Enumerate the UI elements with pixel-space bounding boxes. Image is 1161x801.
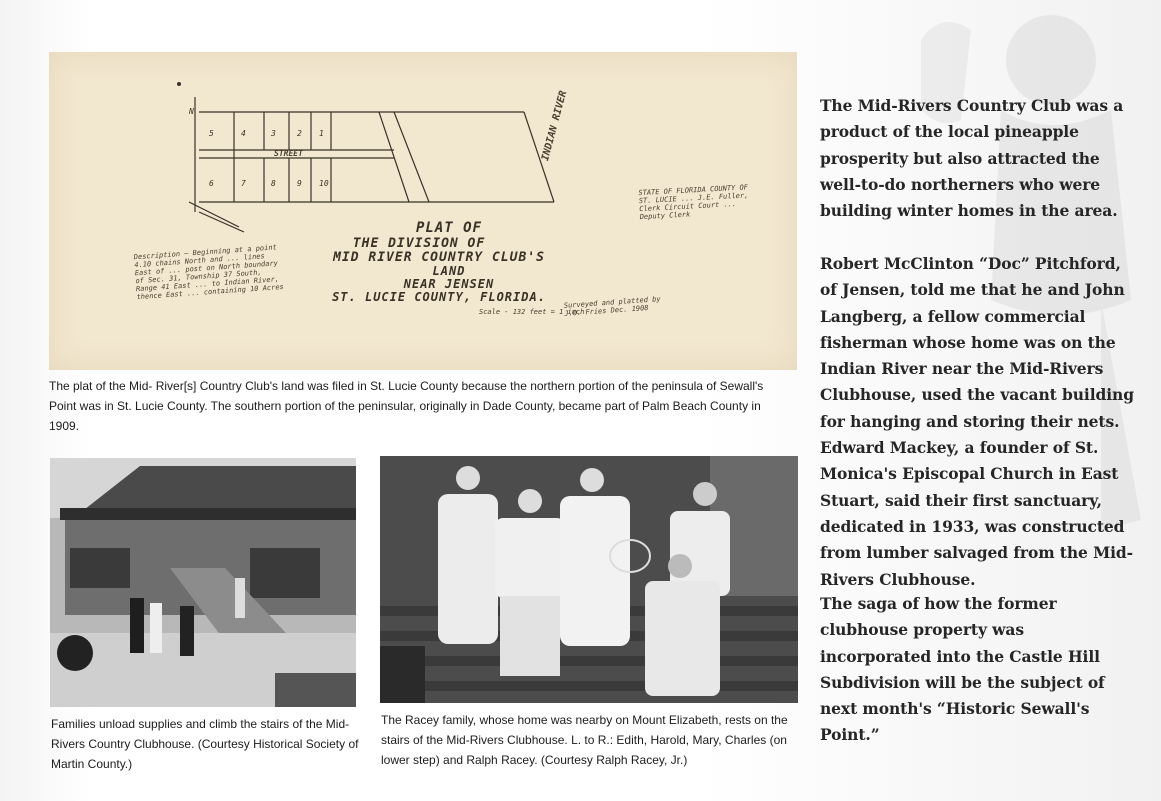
racey-family-photo xyxy=(380,456,798,703)
plat-title-line-2: THE DIVISION OF xyxy=(352,236,486,251)
svg-text:8: 8 xyxy=(271,179,276,188)
svg-text:2: 2 xyxy=(297,129,302,138)
svg-text:5: 5 xyxy=(209,129,214,138)
racey-family-photo-caption: The Racey family, whose home was nearby on Mount Elizabeth, rests on the stairs of the Mid-Rivers Clubhouse. L. to R.: Edith, Harold, Mary, Charles (on lower step) and Ralph Racey. (Courtesy Ralph Racey, Jr.) xyxy=(381,713,788,767)
body-paragraph-2: Robert McClinton “Doc” Pitchford, of Jensen, told me that he and John Langberg, a fellow commercial fisherman whose home was on the Indian River near the Mid-Rivers Clubhouse, used the vacant building for hanging and storing their nets. Edward Mackey, a founder of St. Monica's Episcopal Church in East Stuart, said their first sanctuary, dedicated in 1933, was constructed from lumber salvaged from the Mid-Rivers Clubhouse. xyxy=(820,254,1134,589)
clubhouse-photo-caption: Families unload supplies and climb the stairs of the Mid-Rivers Country Clubhouse. (Courtesy Historical Society of Martin County.) xyxy=(51,717,359,771)
plat-title-line-6: ST. LUCIE COUNTY, FLORIDA. xyxy=(332,290,546,304)
plat-title-line-3: MID RIVER COUNTRY CLUB'S xyxy=(333,250,545,265)
plat-survey-note: Surveyed and platted by J.O. Fries Dec. 1908 xyxy=(563,295,661,318)
plat-title-line-4: LAND xyxy=(432,264,466,278)
plat-river-label: INDIAN RIVER xyxy=(539,89,570,163)
plat-title-line-1: PLAT OF xyxy=(415,220,482,236)
plat-scale-note: Scale - 132 feet = 1 inch xyxy=(479,308,585,316)
svg-text:6: 6 xyxy=(209,179,214,188)
plat-title-line-5: NEAR JENSEN xyxy=(403,277,495,291)
svg-text:1: 1 xyxy=(319,129,324,138)
plat-certificate: STATE OF FLORIDA COUNTY OF ST. LUCIE ... J.E. Fuller, Clerk Circuit Court ... Deputy Clerk xyxy=(638,183,749,222)
clubhouse-photo xyxy=(50,458,356,707)
svg-text:3: 3 xyxy=(271,129,276,138)
svg-text:4: 4 xyxy=(241,129,246,138)
plat-map-image xyxy=(49,52,797,370)
plat-street-label: STREET xyxy=(274,149,303,158)
svg-text:7: 7 xyxy=(241,179,246,188)
plat-description: Description — Beginning at a point 4.10 chains North and ... lines East of ... post on North boundary of Sec. 31, Township 37 South, Range 41 East ... to Indian River, thence East ... containing 10 Acres xyxy=(133,243,285,302)
plat-caption: The plat of the Mid- River[s] Country Club's land was filed in St. Lucie County because the northern portion of the peninsula of Sewall's Point was in St. Lucie County. The southern portion of the peninsular, originally in Dade County, became part of Palm Beach County in 1909. xyxy=(49,379,764,433)
body-paragraph-1: The Mid-Rivers Country Club was a product of the local pineapple prosperity but also attracted the well-to-do northerners who were building winter homes in the area. xyxy=(820,96,1124,221)
svg-text:10: 10 xyxy=(319,179,329,188)
svg-text:9: 9 xyxy=(297,179,302,188)
body-paragraph-3: The saga of how the former clubhouse property was incorporated into the Castle Hill Subdivision will be the subject of next month's “Historic Sewall's Point.” xyxy=(820,594,1105,745)
svg-text:N: N xyxy=(189,107,194,116)
